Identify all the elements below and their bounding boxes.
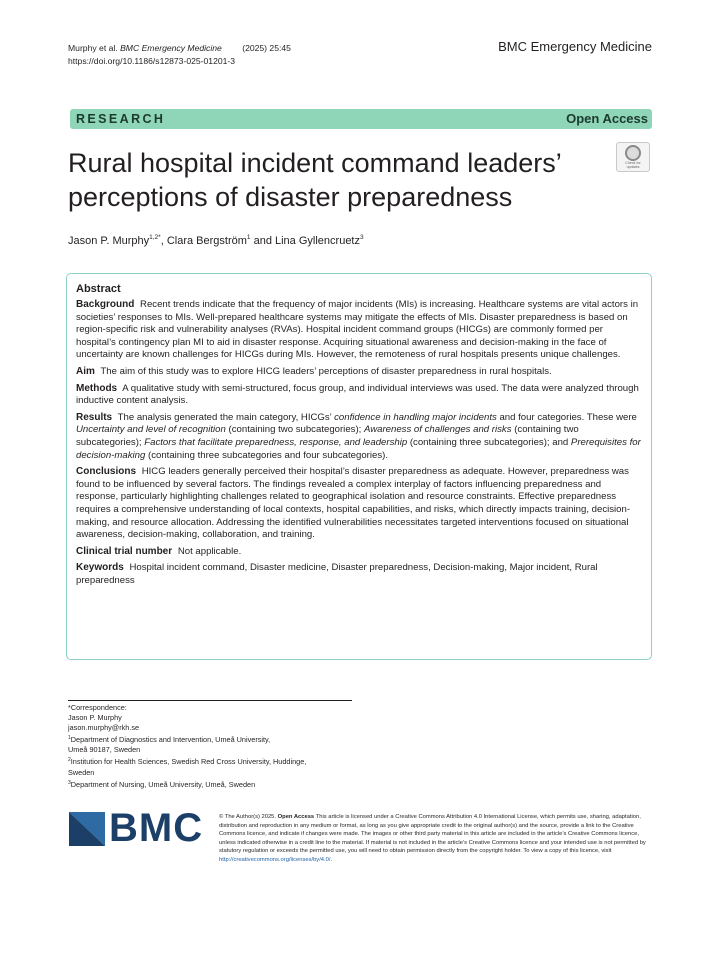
copyright-text: © The Author(s) 2025. xyxy=(219,814,277,820)
affiliation-text: Department of Diagnostics and Intervention, Umeå University, xyxy=(70,735,271,745)
check-updates-label-1: Check for xyxy=(625,161,641,165)
author-affiliation: 1,2* xyxy=(149,234,161,241)
open-access-label: Open Access xyxy=(566,111,648,126)
check-for-updates-button[interactable] xyxy=(616,142,650,172)
abstract-methods xyxy=(76,383,642,408)
results-emphasis: Prerequisites for decision-making xyxy=(76,436,641,461)
license-text: This article is licensed under a Creative Commons Attribution 4.0 International License, which permits use, sharing, adaptation, distribution and reproduction in any medium or format, as long as you give appropriate credit to the original author(s) and the source, provide a link to the Creative Commons licence, and indicate if changes were made. The images or other third party material in this article are included in the article’s Creative Commons licence, unless indicated otherwise in a credit line to the material. If material is not included in the article’s Creative Commons licence and your intended use is not permitted by statutory regulation or exceeds the permitted use, you will need to obtain permission directly from the copyright holder. To view a copy of this licence, visit xyxy=(219,814,646,855)
keywords-text: Hospital incident command, Disaster medicine, Disaster preparedness, Decision-making, Major incident, Rural preparedness xyxy=(76,562,598,586)
author-name: Clara Bergström xyxy=(166,235,247,247)
affiliation-text: Umeå 90187, Sweden xyxy=(68,745,141,755)
author-list xyxy=(68,234,364,247)
check-updates-icon xyxy=(625,145,641,161)
author-name: Jason P. Murphy xyxy=(68,235,150,247)
affiliation-number: 2 xyxy=(68,757,71,764)
affiliation-number: 3 xyxy=(68,779,71,786)
correspondence-name: Jason P. Murphy xyxy=(68,713,122,723)
correspondence-label: *Correspondence: xyxy=(68,703,127,712)
check-updates-label-2: updates xyxy=(626,165,640,169)
author-name: Lina Gyllencruetz xyxy=(275,235,360,247)
results-emphasis: Uncertainty and level of recognition xyxy=(76,424,226,436)
affiliation-number: 1 xyxy=(68,735,71,742)
footnotes xyxy=(68,703,368,790)
abstract-conclusions xyxy=(76,466,642,542)
background-label: Background xyxy=(76,299,135,310)
author-affiliation: 1 xyxy=(246,234,251,241)
results-text: (containing three subcategories); and xyxy=(407,436,571,448)
license-link[interactable]: http://creativecommons.org/licenses/by/4.0/ xyxy=(219,856,331,863)
correspondence-email-link[interactable]: jason.murphy@rkh.se xyxy=(68,723,140,733)
running-header xyxy=(68,42,291,67)
article-title xyxy=(68,146,588,214)
abstract-results xyxy=(76,412,642,462)
section-label: RESEARCH xyxy=(76,112,166,126)
background-text: Recent trends indicate that the frequency of major incidents (MIs) is increasing. Healthcare systems are vital actors in societies’ responses to MIs. Well-prepared healthcare systems may mitigate the effects of MIs. Disaster preparedness is based on region-specific risk and vulnerability analyses (RVAs). Hospital incident command groups (HICGs) are commonly formed per hospital’s contingency plan MI to aid in disaster response. Acquiring situational awareness and decision-making in the face of uncertainty are known challenges for HICGs during MIs. However, the remoteness of rural hospitals presents unique challenges. xyxy=(76,299,639,361)
article-type-band xyxy=(70,109,652,129)
affiliation-3 xyxy=(68,778,368,790)
title-line-2: perceptions of disaster preparedness xyxy=(68,182,513,212)
affiliation-text: Institution for Health Sciences, Swedish Red Cross University, Huddinge, xyxy=(70,757,307,767)
header-year-issue: (2025) 25:45 xyxy=(242,43,291,53)
results-emphasis: Factors that facilitate preparedness, response, and leadership xyxy=(144,436,408,448)
trial-label: Clinical trial number xyxy=(76,545,173,557)
conclusions-text: HICG leaders generally perceived their hospital’s disaster preparedness as adequate. However, preparedness was found to be influenced by several factors. The findings revealed a complex interplay of factors influencing preparedness and response, particularly highlighting challenges related to geographical isolation and resource constraints. Effective preparedness requires a comprehensive understanding of local contexts, hospital capabilities, and risks, which directly impacts training, decision-making, and resource allocation. Addressing the identified vulnerabilities necessitates targeted interventions focused on situational awareness, decision-making, collaboration, and training. xyxy=(76,466,631,541)
author-affiliation: 3 xyxy=(360,234,364,241)
results-text: The analysis generated the main category, HICGs’ xyxy=(117,411,335,423)
bmc-logo-text: BMC xyxy=(109,806,204,850)
author-separator: , xyxy=(160,235,167,247)
abstract-keywords xyxy=(76,562,642,587)
results-emphasis: Awareness of challenges and risks xyxy=(363,424,512,436)
license-statement xyxy=(219,813,655,865)
title-line-1: Rural hospital incident command leaders’ xyxy=(68,148,562,178)
conclusions-label: Conclusions xyxy=(76,466,137,478)
abstract-background xyxy=(76,299,642,362)
aim-label: Aim xyxy=(76,365,95,377)
abstract-trial xyxy=(76,546,642,559)
journal-name: BMC Emergency Medicine xyxy=(498,39,652,54)
affiliation-text: Sweden xyxy=(68,767,95,777)
methods-label: Methods xyxy=(76,382,118,394)
abstract-box xyxy=(66,273,652,660)
aim-text: The aim of this study was to explore HICG leaders’ perceptions of disaster preparedness in rural hospitals. xyxy=(100,365,552,377)
trial-text: Not applicable. xyxy=(177,545,242,557)
header-doi-link[interactable]: https://doi.org/10.1186/s12873-025-01201-3 xyxy=(68,55,236,66)
affiliation-1 xyxy=(68,733,368,745)
abstract-aim xyxy=(76,366,642,379)
author-separator: and xyxy=(250,235,275,247)
open-access-bold: Open Access xyxy=(277,814,315,820)
results-text: (containing three subcategories and four subcategories). xyxy=(145,449,388,461)
affiliation-2 xyxy=(68,755,368,767)
results-text: (containing two subcategories); xyxy=(225,424,364,436)
abstract-heading: Abstract xyxy=(76,283,121,295)
results-text: and four categories. These were xyxy=(496,411,637,423)
results-text: (containing two subcategories); xyxy=(76,424,579,448)
header-authors: Murphy et al. xyxy=(68,43,118,53)
results-emphasis: confidence in handling major incidents xyxy=(334,411,497,423)
footnote-divider xyxy=(68,700,352,701)
keywords-label: Keywords xyxy=(76,562,124,574)
license-end: . xyxy=(330,856,333,863)
methods-text: A qualitative study with semi-structured, focus group, and individual interviews was used. The data were analyzed through inductive content analysis. xyxy=(76,382,639,407)
header-journal: BMC Emergency Medicine xyxy=(120,43,222,53)
affiliation-text: Department of Nursing, Umeå University, Umeå, Sweden xyxy=(70,779,256,789)
results-label: Results xyxy=(76,411,113,423)
